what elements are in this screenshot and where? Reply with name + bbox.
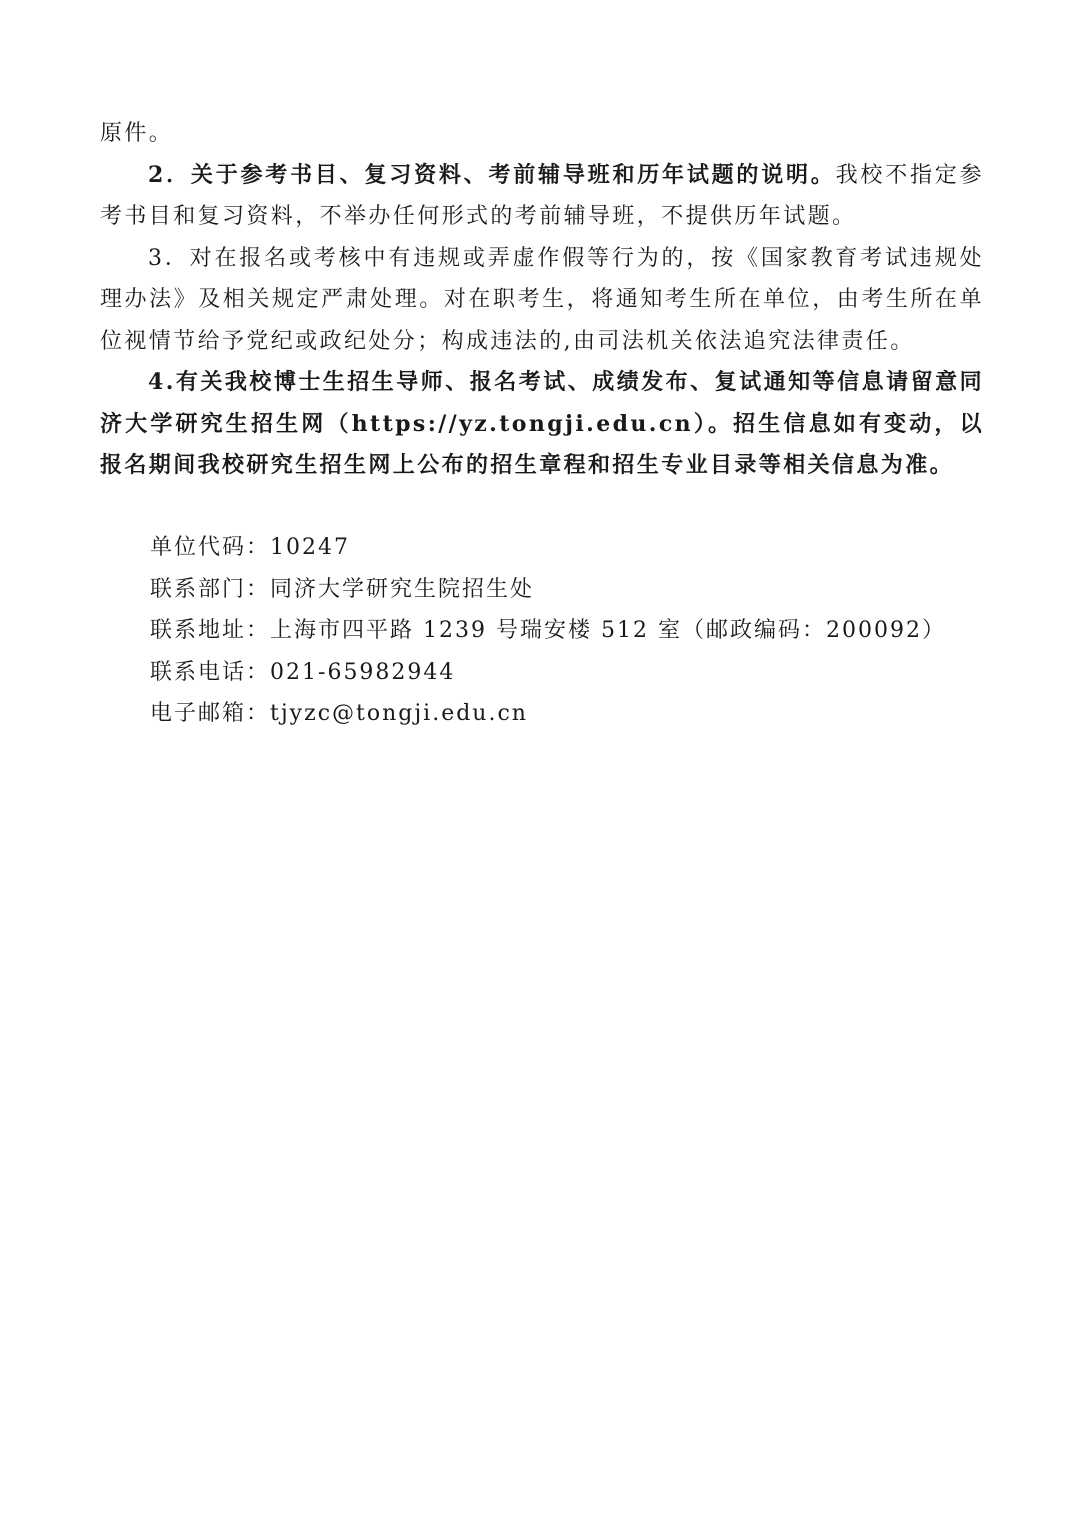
email-label: 电子邮箱： — [150, 701, 271, 726]
department-value: 同济大学研究生院招生处 — [270, 576, 535, 602]
phone-value: 021-65982944 — [270, 659, 456, 685]
address-label: 联系地址： — [150, 618, 271, 643]
department-label: 联系部门： — [150, 576, 271, 602]
item-3-paragraph: 3．对在报名或考核中有违规或弄虚作假等行为的，按《国家教育考试违规处理办法》及相关规定严肃处理。对在职考生，将通知考生所在单位，由考生所在单位视情节给予党纪或政纪处分；构成违法的,由司法机关依法追究法律责任。 — [100, 245, 984, 354]
phone-label: 联系电话： — [150, 659, 271, 685]
contact-address — [150, 610, 946, 652]
item-2-heading: 2．关于参考书目、复习资料、考前辅导班和历年试题的说明。 — [148, 161, 836, 188]
email-value: tjyzc@tongji.edu.cn — [270, 701, 528, 726]
contact-email — [150, 693, 946, 735]
unit-code-label: 单位代码： — [150, 535, 271, 560]
item-2-body: 我校不指定参考书目和复习资料，不举办任何形式的考前辅导班，不提供历年试题。 — [100, 162, 984, 229]
item-4-paragraph: 4.有关我校博士生招生导师、报名考试、成绩发布、复试通知等信息请留意同济大学研究生招生网（https://yz.tongji.edu.cn）。招生信息如有变动，以报名期间我校研究生招生网上公布的招生章程和招生专业目录等相关信息为准。 — [100, 369, 984, 478]
continuation-paragraph: 原件。 — [100, 121, 174, 146]
contact-phone — [150, 652, 946, 694]
contact-unit-code — [150, 527, 946, 569]
unit-code-value: 10247 — [270, 535, 351, 560]
item-2-paragraph — [100, 155, 984, 238]
contact-block — [150, 527, 946, 735]
address-value: 上海市四平路 1239 号瑞安楼 512 室（邮政编码：200092） — [270, 618, 946, 643]
contact-department — [150, 569, 946, 611]
document-body — [100, 113, 984, 487]
